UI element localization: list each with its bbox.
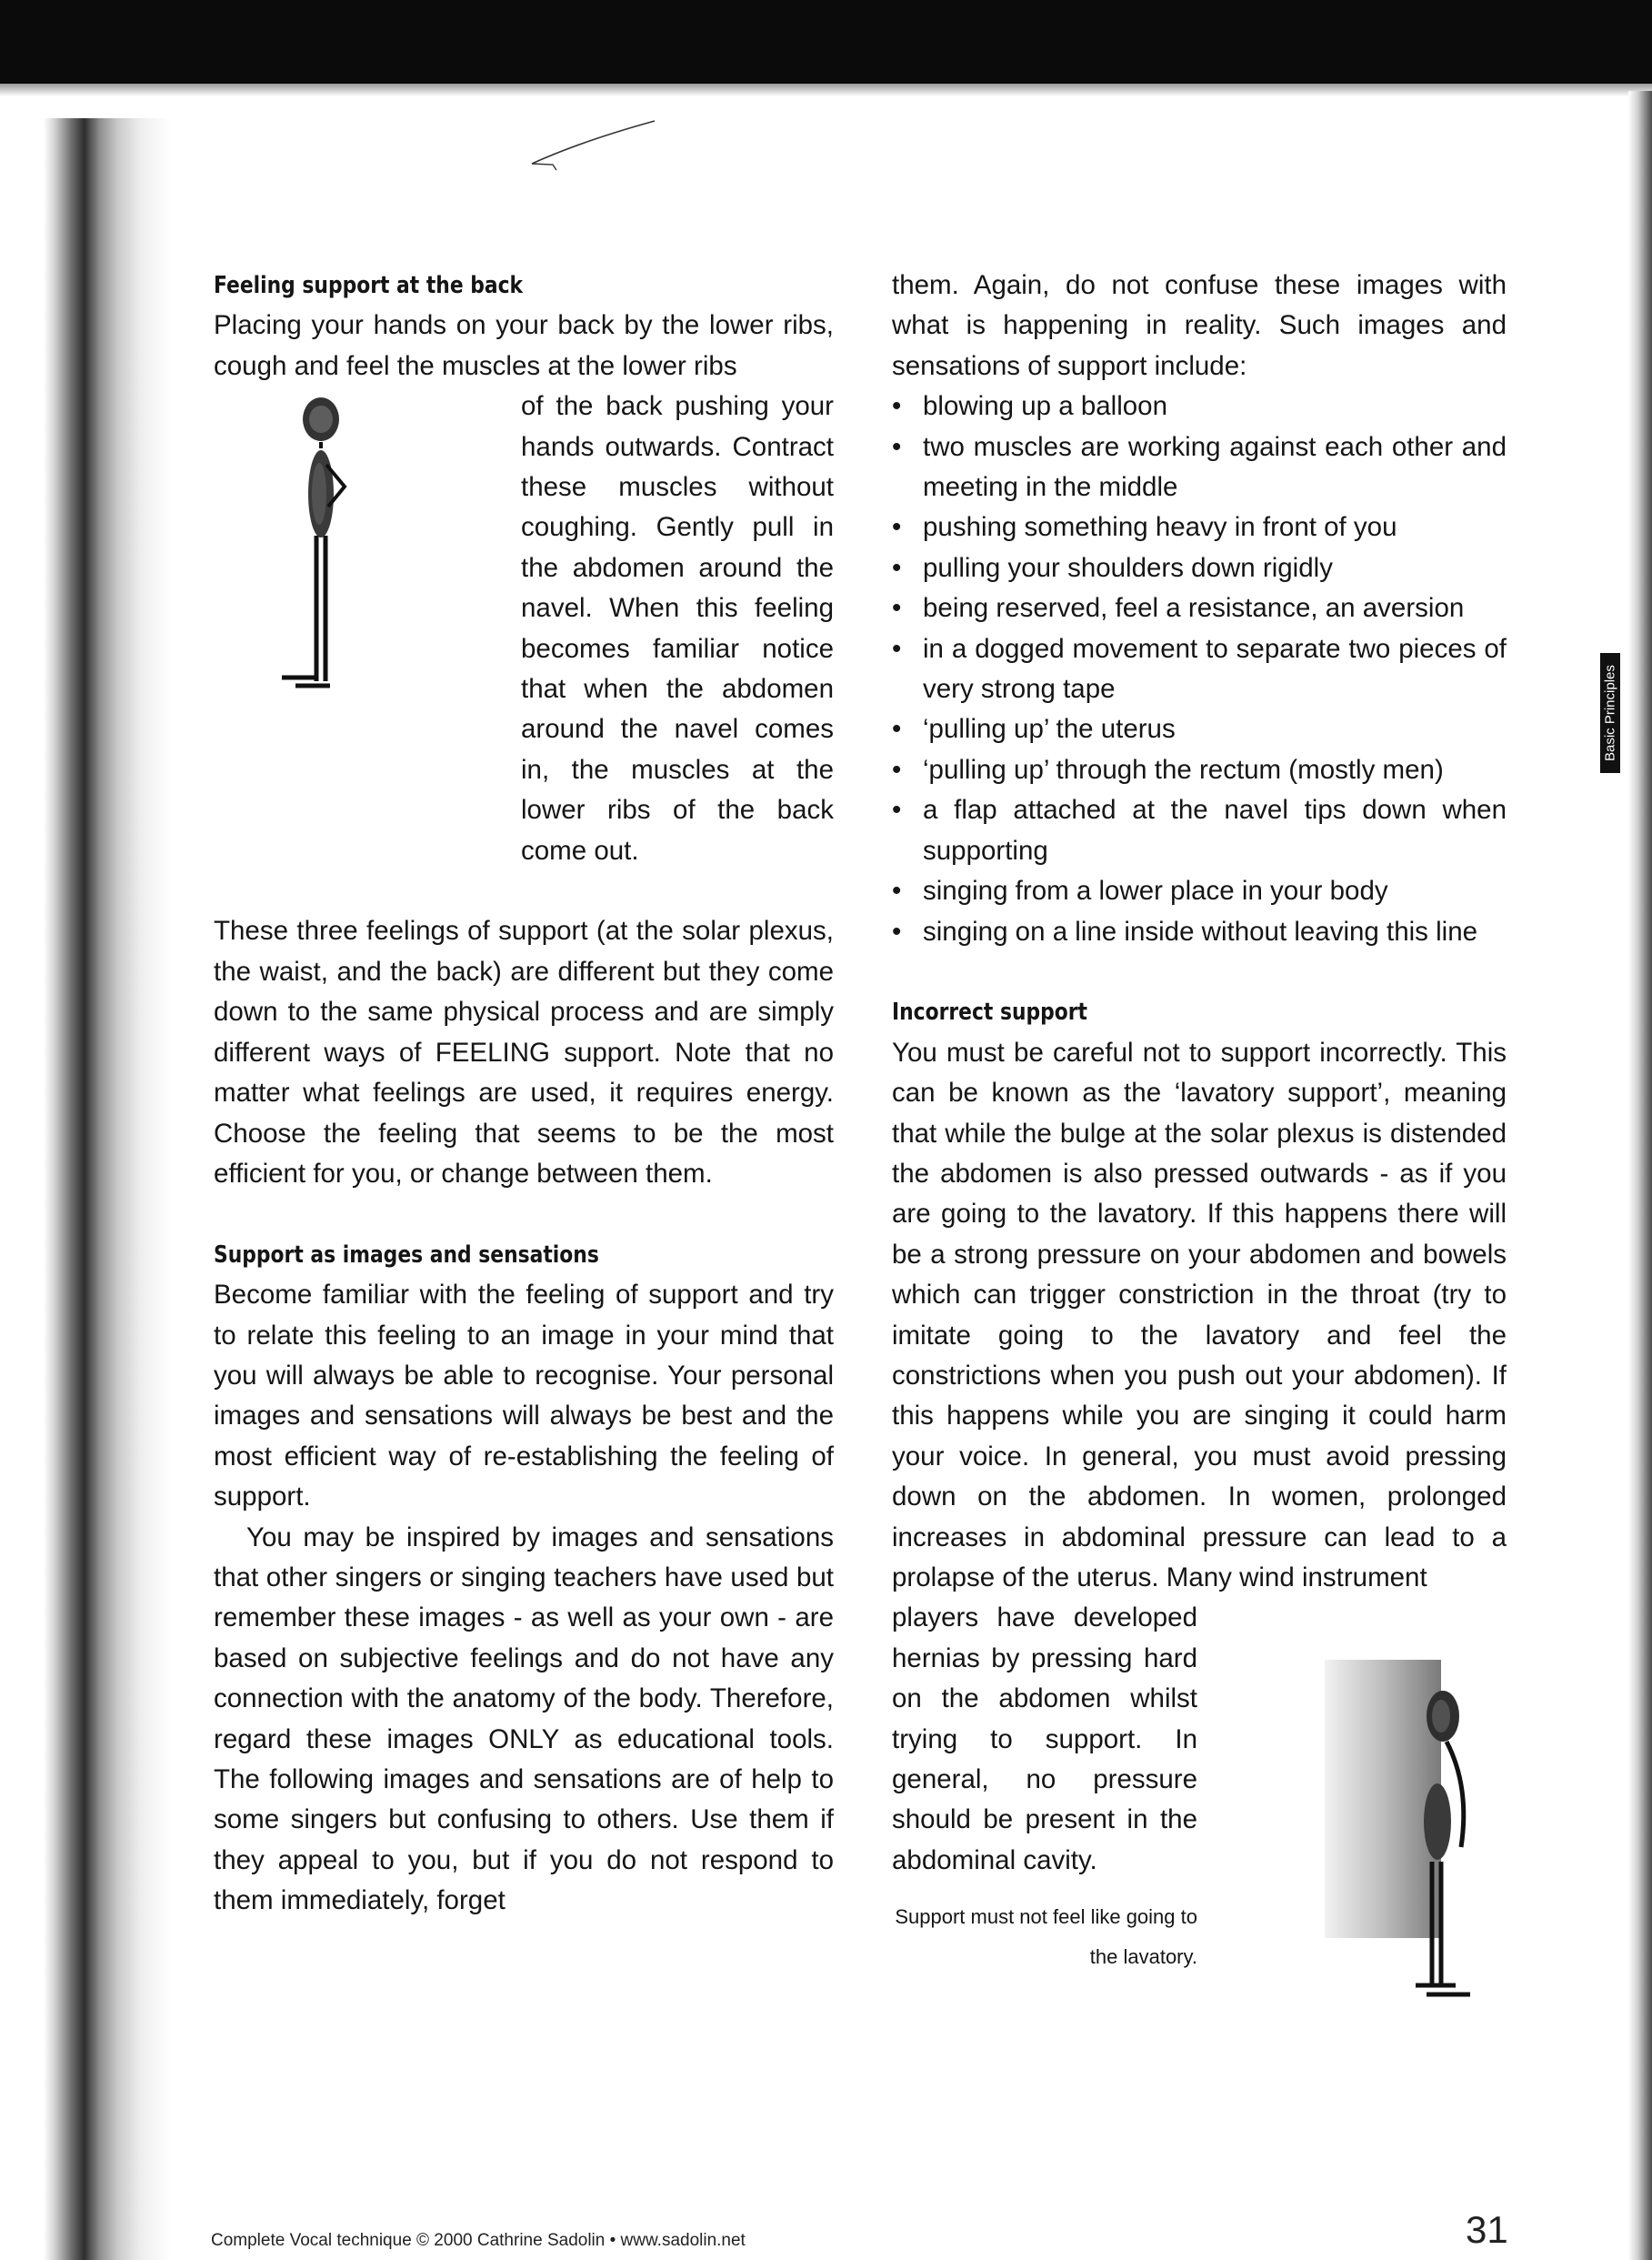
side-tab-basic-principles: Basic Principles [1600, 653, 1620, 773]
list-item: • being reserved, feel a resistance, an aversion [892, 588, 1507, 628]
book-binding-shadow [44, 118, 171, 2260]
page-number: 31 [1466, 2208, 1508, 2251]
back-wrap-text: of the back pushing your hands outwards. Contract these muscles without coughing. Gently pull in the abdomen around the navel. When this feeling becomes familiar notice that when the abdomen around the navel comes in, the muscles at the lower ribs of the back come out. [521, 391, 834, 866]
lavatory-figure-illustration [1325, 1660, 1497, 2002]
sensations-list [892, 387, 1507, 952]
figure-caption: Support must not feel like going to the lavatory. [895, 1905, 1197, 1969]
list-item: • a flap attached at the navel tips down when supporting [892, 790, 1507, 871]
pen-stroke-mark [527, 114, 664, 177]
list-item: • two muscles are working against each other and meeting in the middle [892, 427, 1507, 508]
list-item: • pushing something heavy in front of you [892, 507, 1507, 547]
list-item: • singing from a lower place in your body [892, 871, 1507, 911]
images-paragraph-2: You may be inspired by images and sensations that other singers or singing teachers have used but remember these images - as well as your own - are based on subjective feelings and do not have any connection with the anatomy of the body. Therefore, regard these images ONLY as educational tools. The following images and sensations are of help to some singers but confusing to others. Use them if they appeal to you, but if you do not respond to them immediately, forget [214, 1522, 834, 1916]
incorrect-support-paragraph: You must be careful not to support incorrectly. This can be known as the ‘lavatory support’, meaning that while the bulge at the solar plexus is distended the abdomen is also pressed outwards - as if you are going to the lavatory. If this happens there will be a strong pressure on your abdomen and bowels which can trigger constriction in the throat (try to imitate going to the lavatory and feel the constrictions when you push out your abdomen). If this happens while you are singing it could harm your voice. In general, you must avoid pressing down on the abdomen. In women, prolonged increases in abdominal pressure can lead to a prolapse of the uterus. Many wind instrument [892, 1037, 1507, 1592]
list-item: • blowing up a balloon [892, 387, 1507, 427]
scan-top-bar [0, 0, 1652, 84]
list-item: • in a dogged movement to separate two pieces of very strong tape [892, 629, 1507, 710]
list-item: • ‘pulling up’ through the rectum (mostly men) [892, 750, 1507, 790]
right-column [892, 266, 1507, 2002]
left-column [214, 266, 834, 1922]
stick-figure-back-illustration [277, 392, 477, 701]
incorrect-narrow-text: players have developed hernias by pressing hard on the abdomen whilst trying to support. In general, no pressure should be present in the abdominal cavity. [892, 1602, 1197, 1875]
continuation-text: them. Again, do not confuse these images with what is happening in reality. Such images and sensations of support include: [892, 270, 1507, 381]
heading-feeling-support-back: Feeling support at the back [214, 272, 524, 299]
lavatory-figure-block [892, 1598, 1507, 2002]
back-figure-block [214, 387, 834, 871]
footer-copyright: Complete Vocal technique © 2000 Cathrine Sadolin • www.sadolin.net [211, 2231, 746, 2250]
back-intro-text: Placing your hands on your back by the lower ribs, cough and feel the muscles at the lower ribs [214, 310, 834, 381]
heading-incorrect-support: Incorrect support [892, 999, 1088, 1027]
images-paragraph-1: Become familiar with the feeling of support and try to relate this feeling to an image in your mind that you will always be able to recognise. Your personal images and sensations will always be best and the most efficient way of re-establishing the feeling of support. [214, 1280, 834, 1512]
heading-support-images: Support as images and sensations [214, 1240, 599, 1269]
list-item: • ‘pulling up’ the uterus [892, 709, 1507, 749]
three-feelings-paragraph: These three feelings of support (at the solar plexus, the waist, and the back) are different but they come down to the same physical process and are simply different ways of FEELING support. Note that no matter what feelings are used, it requires energy. Choose the feeling that seems to be the most efficient for you, or change between them. [214, 916, 834, 1189]
page-edge-shadow [1628, 91, 1652, 2260]
scan-shadow [0, 84, 1652, 96]
list-item: • pulling your shoulders down rigidly [892, 548, 1507, 588]
list-item: • singing on a line inside without leaving this line [892, 912, 1507, 952]
